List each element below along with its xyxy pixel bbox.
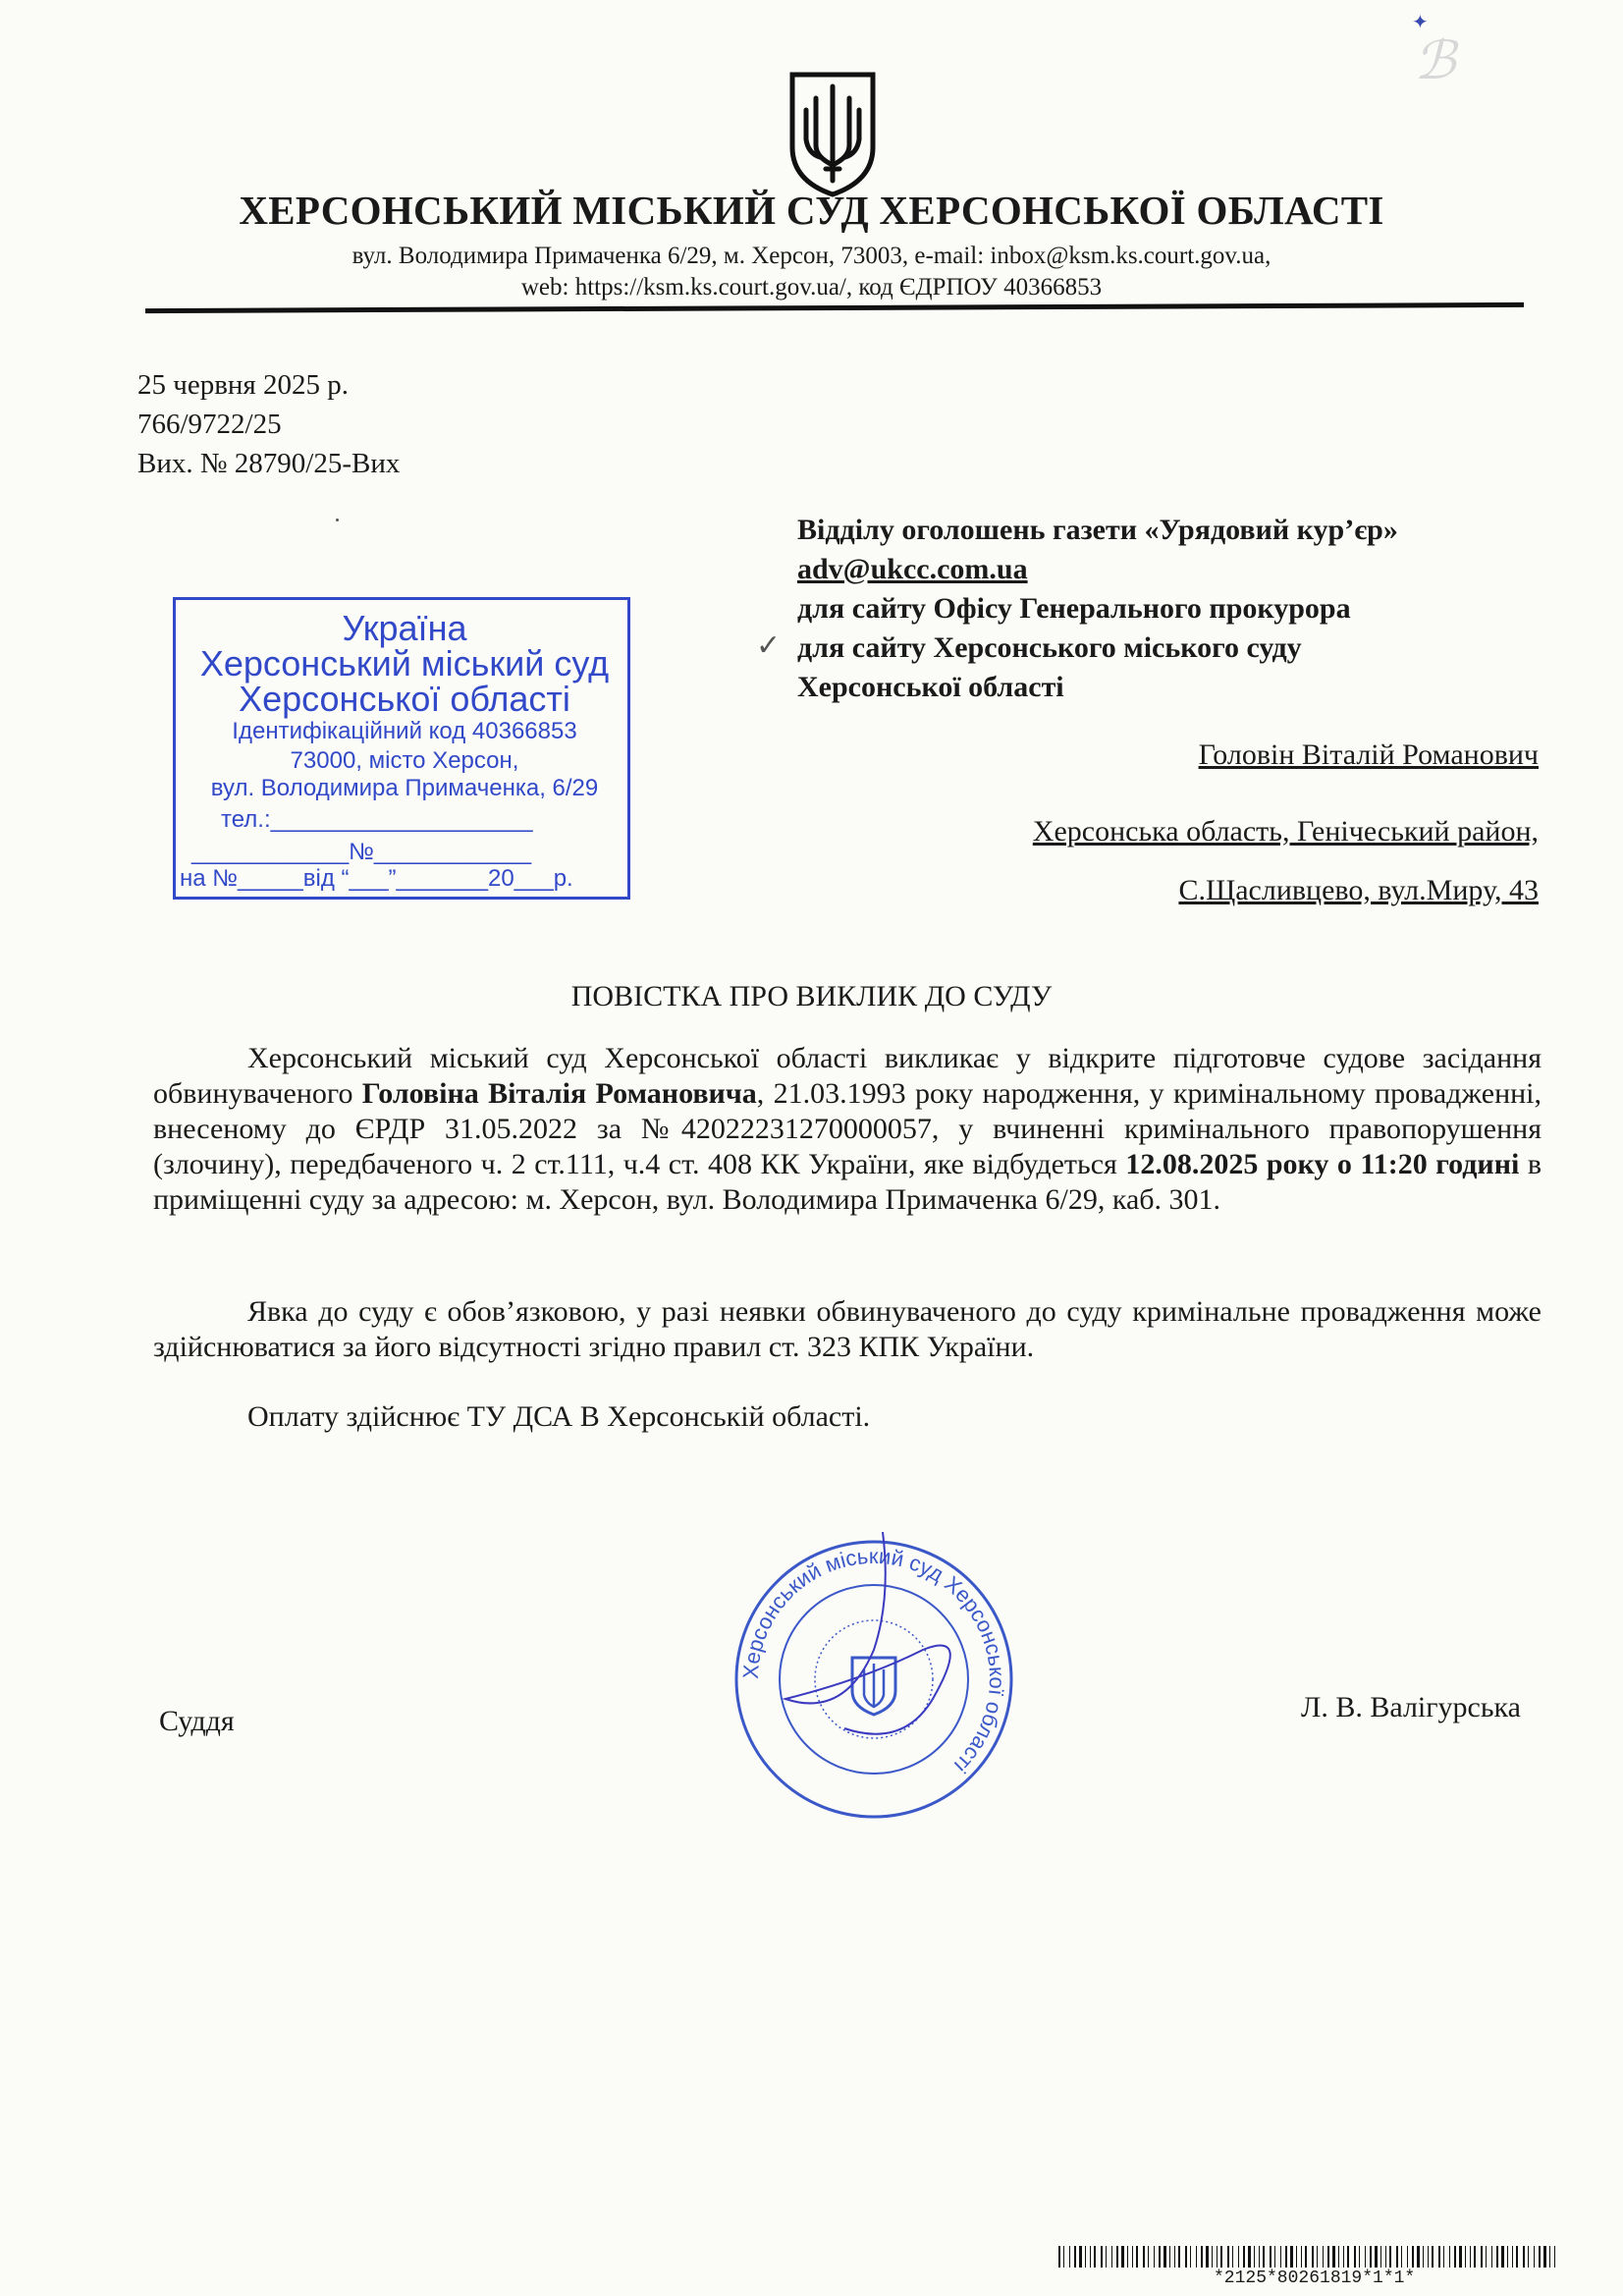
- faint-handwriting-mark: ℬ: [1414, 31, 1456, 90]
- speck: [336, 519, 339, 521]
- judge-name: Л. В. Валігурська: [1301, 1691, 1521, 1723]
- court-stamp: [173, 597, 630, 900]
- court-address-line2: web: https://ksm.ks.court.gov.ua/, код ЄДРПОУ 40366853: [520, 274, 1103, 301]
- payment-paragraph: Оплату здійснює ТУ ДСА В Херсонській області.: [247, 1400, 871, 1433]
- stamp-court: Херсонський міський суд: [199, 643, 610, 683]
- recipient-line: Херсонської області: [797, 671, 1064, 703]
- stamp-country: Україна: [342, 608, 467, 648]
- recipient-line: для сайту Херсонського міського суду: [797, 631, 1302, 664]
- text-segment: , 21.03.1993 року народження, у кримінальному провадженні, внесеному до ЄРДР 31.05.2022 за №42022231270000057, у вчиненні кримінального правопорушення (злочину), передбаченого ч. 2 ст.111, ч.4 ст. 408 КК України, яке відбудеться: [153, 1077, 1542, 1180]
- summons-paragraph: [153, 1041, 1542, 1218]
- document-date: 25 червня 2025 р.: [137, 369, 350, 401]
- coat-of-arms-icon: [786, 71, 879, 198]
- text-segment: Херсонський міський суд Херсонської області викликає у відкрите підготовче судове засідання обвинуваченого: [153, 1042, 1542, 1110]
- document-title: ПОВІСТКА ПРО ВИКЛИК ДО СУДУ: [570, 980, 1053, 1012]
- defendant-name: Головіна Віталія Романовича: [361, 1077, 757, 1110]
- text-segment: в приміщенні суду за адресою: м. Херсон, вул. Володимира Примаченка 6/29, каб. 301.: [153, 1148, 1542, 1216]
- recipient-line: Відділу оголошень газети «Урядовий кур’єр»: [797, 514, 1398, 546]
- stamp-code: Ідентифікаційний код 40366853: [232, 718, 577, 744]
- checkmark-icon: ✓: [756, 629, 782, 662]
- stamp-ref: на №_____від “___”_______20___р.: [180, 865, 573, 892]
- addressee-address-line2: С.Щасливцево, вул.Миру, 43: [1178, 874, 1539, 906]
- stamp-street: вул. Володимира Примаченка, 6/29: [210, 775, 599, 801]
- addressee-name: Головін Віталій Романович: [1198, 738, 1539, 771]
- court-name: ХЕРСОНСЬКИЙ МІСЬКИЙ СУД ХЕРСОНСЬКОЇ ОБЛАСТІ: [239, 188, 1384, 233]
- recipient-line: для сайту Офісу Генерального прокурора: [797, 592, 1351, 625]
- seal-text: Херсонський міський суд Херсонської області: [737, 1543, 1010, 1778]
- recipient-email: adv@ukcc.com.ua: [797, 553, 1028, 585]
- court-address-line1: вул. Володимира Примаченка 6/29, м. Херсон, 73003, e-mail: inbox@ksm.ks.court.gov.ua,: [352, 243, 1271, 269]
- case-number: 766/9722/25: [137, 409, 282, 440]
- hearing-datetime: 12.08.2025 року о 11:20 годині: [1125, 1148, 1520, 1180]
- barcode-text: *2125*80261819*1*1*: [1214, 2269, 1416, 2288]
- stamp-city: 73000, місто Херсон,: [290, 747, 519, 774]
- outgoing-number: Вих. № 28790/25-Вих: [137, 448, 401, 479]
- barcode-image: [1058, 2246, 1559, 2268]
- round-seal: [727, 1532, 1021, 1827]
- signature-role: Суддя: [159, 1705, 235, 1737]
- addressee-address-line1: Херсонська область, Генічеський район,: [1032, 815, 1539, 847]
- stamp-number: ____________№____________: [191, 839, 532, 865]
- stamp-phone: тел.:____________________: [221, 806, 533, 833]
- header-rule: [145, 302, 1524, 313]
- attendance-paragraph: Явка до суду є обов’язковою, у разі неявки обвинуваченого до суду кримінальне провадження може здійснюватися за його відсутності згідно правил ст. 323 КПК України.: [153, 1295, 1542, 1363]
- stamp-region: Херсонської області: [239, 679, 570, 719]
- ink-mark: ✦: [1412, 12, 1429, 33]
